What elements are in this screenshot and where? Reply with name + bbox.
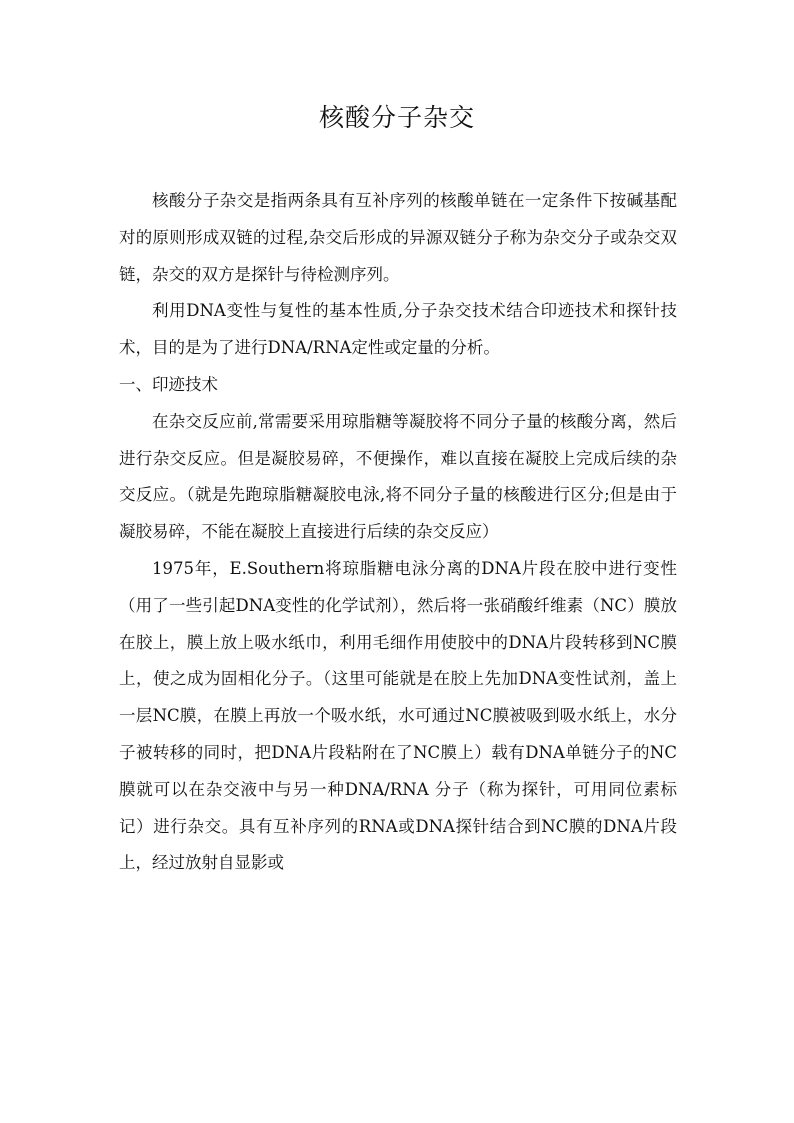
paragraph-southern-blot: 1975年，E.Southern将琼脂糖电泳分离的DNA片段在胶中进行变性（用了一些引起DNA变性的化学试剂），然后将一张硝酸纤维素（NC）膜放在胶上，膜上放上吸水纸巾，利用毛细作用使胶中的DNA片段转移到NC膜上，使之成为固相化分子。（这里可能就是在胶上先加DNA变性试剂，盖上一层NC膜，在膜上再放一个吸水纸，水可通过NC膜被吸到吸水纸上，水分子被转移的同时，把DNA片段粘附在了NC膜上）载有DNA单链分子的NC膜就可以在杂交液中与另一种DNA/RNA 分子（称为探针，可用同位素标记）进行杂交。具有互补序列的RNA或DNA探针结合到NC膜的DNA片段上，经过放射自显影或 <box>119 558 677 873</box>
document-body <box>119 183 677 882</box>
paragraph-definition: 核酸分子杂交是指两条具有互补序列的核酸单链在一定条件下按碱基配对的原则形成双链的过程,杂交后形成的异源双链分子称为杂交分子或杂交双链，杂交的双方是探针与待检测序列。 <box>119 191 677 284</box>
section-heading-blotting: 一、印迹技术 <box>119 374 218 394</box>
paragraph-gel-separation: 在杂交反应前,常需要采用琼脂糖等凝胶将不同分子量的核酸分离，然后进行杂交反应。但是凝胶易碎，不便操作，难以直接在凝胶上完成后续的杂交反应。（就是先跑琼脂糖凝胶电泳,将不同分子量的核酸进行区分;但是由于凝胶易碎，不能在凝胶上直接进行后续的杂交反应） <box>119 411 677 542</box>
paragraph-purpose: 利用DNA变性与复性的基本性质,分子杂交技术结合印迹技术和探针技术，目的是为了进行DNA/RNA定性或定量的分析。 <box>119 301 677 358</box>
document-title: 核酸分子杂交 <box>318 103 475 132</box>
